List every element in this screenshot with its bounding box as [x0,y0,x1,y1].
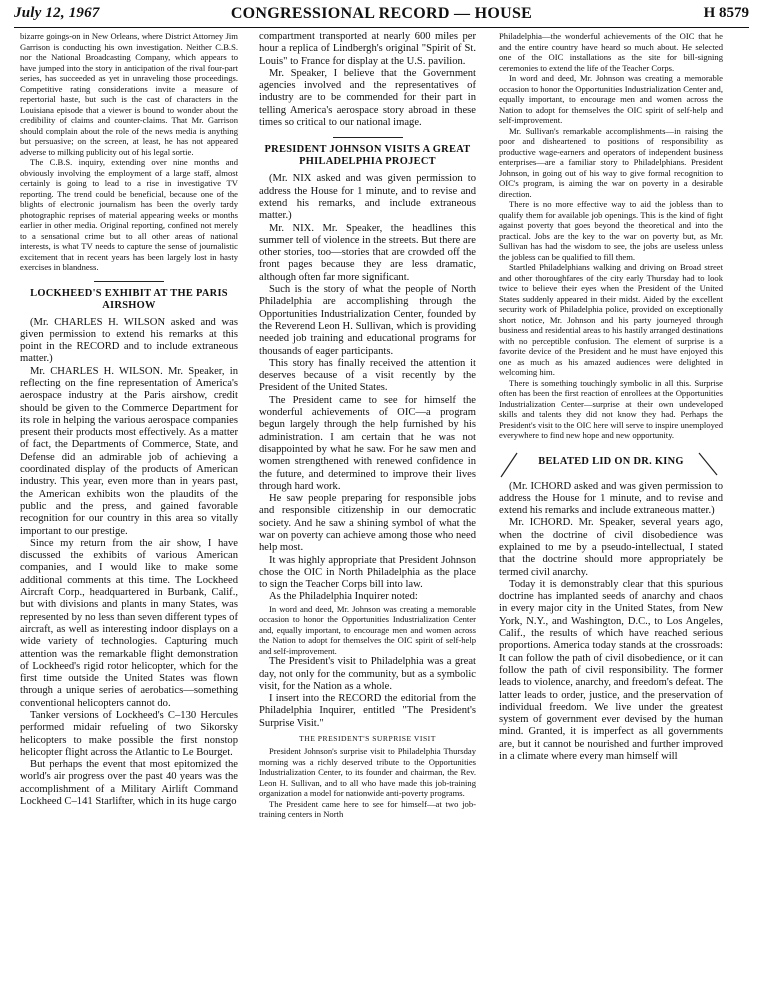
paragraph: Mr. NIX. Mr. Speaker, the headlines this summer tell of violence in the streets. But there are other stories, too—stories that are crowded off the front pages because they are less dramatic, although often far more significant. [259,222,476,283]
paragraph: The C.B.S. inquiry, extending over nine months and obviously involving the employment of a large staff, almost certainly is going to lead to a rise in investigative TV reporting. The trend could be beneficial, because one of the blights of electronic journalism has been the overly tardy photographic reprises of material appearing weeks or months earlier in other media. Original reporting, confined not merely to a sensational crime but to all other areas of national interests, is what TV needs to capture the sense of journalistic excitement that in recent years has been largely lost in hasty exercises in blandness. [20,157,238,272]
editorial-subhead: THE PRESIDENT'S SURPRISE VISIT [299,734,436,744]
header-page-number: H 8579 [703,5,749,21]
paragraph: (Mr. NIX asked and was given permission to address the House for 1 minute, and to revise and extend his remarks, and include extraneous matter.) [259,173,476,222]
paragraph: The President's visit to Philadelphia was a great day, not only for the community, but as a symbolic visit, for the Nation as a whole. [259,656,476,692]
quoted-paragraph: In word and deed, Mr. Johnson was creating a memorable occasion to honor the Opportunities Industrialization Center and, equally important, to encourage men and women across the Nation to adopt for themselves the OIC spirit of self-help and self-improvement. [499,73,723,125]
header-title: CONGRESSIONAL RECORD — HOUSE [230,5,533,22]
paragraph: bizarre goings-on in New Orleans, where District Attorney Jim Garrison is conducting his own investigation. Neither C.B.S. nor the National Broadcasting Company, which appears to have jumped into the story in anticipation of the rival four-part series, has succeeded as yet in unraveling those proceedings. Competitive rating considerations invite a measure of repertorial haste, but such is the cast of characters in the Louisiana episode that a viewer is bound to wonder about the credibility of claims and counter-claims. That Mr. Garrison should complain about the role of the news media is anything but persuasive; on the screen, at least, he has not appeared adverse to milking publicity out of his legal sortie. [20,31,238,157]
paragraph: Mr. ICHORD. Mr. Speaker, several years ago, when the doctrine of civil disobedience was explained to me by a pseudo-intellectual, I stated that the doctrine should more appropriately be termed civil anarchy. [499,517,723,578]
paragraph: This story has finally received the attention it deserves because of a visit recently by the President of the United States. [259,357,476,394]
paragraph: But perhaps the event that most epitomized the world's air progress over the past 40 years was the accomplishment of a Military Airlift Command Lockheed C–141 Starlifter, which in its huge cargo [20,759,238,808]
section-divider [94,281,164,282]
paragraph: Since my return from the air show, I have discussed the exhibits of various American companies, and I would like to make some additional comments at this time. The Lockheed Aircraft Corp., headquartered in Burbank, Calif., but with divisions and plants in many States, was represented by no less than seven different types of aircraft, as well as interesting indoor displays on a wide variety of technologies. Capturing much attention was the remarkable flight demonstration of Lockheed's rigid rotor helicopter, which for the first time outside the United States was flown through a unique series of aerobatics—something conventional helicopters cannot do. [20,537,238,709]
section-divider [333,137,403,138]
header-date: July 12, 1967 [14,5,100,21]
quoted-paragraph: Philadelphia—the wonderful achievements of the OIC that he and the entire country have heard so much about. He selected one of the OIC installations as the site for bill-signing ceremonies to extend the life of the Teacher Corps. [499,31,723,73]
section-heading: PRESIDENT JOHNSON VISITS A GREAT PHILADELPHIA PROJECT [264,144,471,168]
paragraph: Today it is demonstrably clear that this spurious doctrine has implanted seeds of anarchy and chaos in every major city in the United States, from New York, N.Y., and Washington, D.C., to Los Angeles, Calif., the results of which have reached serious proportions. America today stands at the crossroads: It can follow the path of civil disobedience, or it can follow the path of civil responsibility. The former leads to violence, anarchy, and freedom's defeat. The latter leads to order, justice, and the preservation of individual freedom. We live under the greatest system of government ever devised by the human mind. Granted, it is imperfect as all governments are, but it cannot be nourished and further improved in a climate where every man himself will [499,578,723,763]
paragraph: The President came to see for himself the wonderful achievements of OIC—a program begun largely through the help furnished by his administration. I am certain that he was not disappointed by what he saw. For he saw men and women strengthened with renewed confidence in the future, and determined to improve their lives through hard work. [259,394,476,492]
section-heading: BELATED LID ON DR. KING [538,455,684,467]
column-2 [259,31,476,820]
quoted-paragraph: In word and deed, Mr. Johnson was creating a memorable occasion to honor the Opportunities Industrialization Center and, equally important, to encourage men and women across the Nation to adopt for themselves the OIC spirit of self-help and self-improvement. [259,603,476,656]
paragraph: Tanker versions of Lockheed's C–130 Hercules performed midair refueling of two Sikorsky helicopters to make possible the first nonstop helicopter flight across the Atlantic to Le Bourget. [20,710,238,758]
quoted-paragraph: There is something touchingly symbolic in all this. Surprise often has been the first reaction of enrollees at the Opportunities Industrialization Center—surprise at their own undeveloped skills and talents they did not know they had. Perhaps the President's visit to the OIC here will serve to inspire unemployed everywhere to find new hope and new opportunity. [499,377,723,440]
page-header [14,4,749,26]
column-3 [499,31,723,763]
quoted-paragraph: Mr. Sullivan's remarkable accomplishments—in raising the poor and disheartened to positions of responsibility as productive wage-earners and operators of independent business enterprises—are a familiar story to Philadelphians. President Johnson, in going out of his way to give formal recognition to OIC's program, is aiming the war on poverty in a desirable direction. [499,125,723,199]
section-heading-block [499,449,723,475]
quoted-paragraph: The President came here to see for himself—at two job-training centers in North [259,798,476,820]
paragraph: Mr. CHARLES H. WILSON. Mr. Speaker, in reflecting on the fine representation of America's aerospace industry at the Paris airshow, credit should be given to the Commerce Department for its role in helping the various aerospace companies present their products most effectively. As a matter of fact, the Departments of Commerce, State, and Defense did an admirable job of achieving a coordinated display of the products of American industry. This year, even more than in years past, the American exhibits won the plaudits of the public and the press, and gained favorable recognition for our country in this area so vitally important to our prestige. [20,365,238,537]
paragraph: It was highly appropriate that President Johnson chose the OIC in North Philadelphia as the place to sign the Teacher Corps bill into law. [259,554,476,591]
paragraph: (Mr. CHARLES H. WILSON asked and was given permission to extend his remarks at this point in the RECORD and to include extraneous matter.) [20,316,238,365]
paragraph: (Mr. ICHORD asked and was given permission to address the House for 1 minute, and to revise and extend his remarks and include extraneous matter.) [499,480,723,517]
paragraph: As the Philadelphia Inquirer noted: [269,591,418,603]
column-1 [20,31,238,808]
paragraph: Such is the story of what the people of North Philadelphia are accomplishing through the Opportunities Industrialization Center, founded by the Reverend Leon H. Sullivan, which is providing needed job training and educational programs for thousands of eager participants. [259,284,476,357]
paragraph: Mr. Speaker, I believe that the Government agencies involved and the representatives of industry are to be commended for their part in telling America's aerospace story abroad in these times so critical to our national image. [259,67,476,129]
quoted-paragraph: There is no more effective way to aid the jobless than to qualify them for available job openings. This is the kind of fight against poverty that goes beyond the theoretical and into the practical. Jobs are the key to the war on poverty but, as Mr. Sullivan has had the wisdom to see, the jobs are useless unless the jobless can be qualified to fill them. [499,199,723,262]
paragraph: I insert into the RECORD the editorial from the Philadelphia Inquirer, entitled "The President's Surprise Visit." [259,693,476,729]
section-heading: LOCKHEED'S EXHIBIT AT THE PARIS AIRSHOW [30,287,228,311]
header-rule [14,27,749,28]
paragraph: compartment transported at nearly 600 miles per hour a replica of Lindbergh's original "Spirit of St. Louis" to France for display at the U.S. pavilion. [259,31,476,67]
paragraph: He saw people preparing for responsible jobs and responsible citizenship in our democratic society. And he saw a shining symbol of what the war on poverty can achieve among those who need help most. [259,493,476,554]
quoted-paragraph: President Johnson's surprise visit to Philadelphia Thursday morning was a richly deserved tribute to the Opportunities Industrialization Center, to its founder and chairman, the Rev. Leon H. Sullivan, and to all who have made this job-training organization a model for nationwide anti-poverty programs. [259,746,476,799]
quoted-paragraph: Startled Philadelphians walking and driving on Broad street and other thoroughfares of the city early Thursday had to look twice to believe their eyes when the President of the United States suddenly appeared in their midst. Aided by the excellent security work of Philadelphia police, provided on exceptionally short notice, Mr. Johnson and his party journeyed through business and residential areas to his hastily arranged destinations with no perceptible confusion. The element of surprise is a favorite device of the President and he must have enjoyed this one as much as his amazed audiences were delighted in welcoming him. [499,262,723,377]
